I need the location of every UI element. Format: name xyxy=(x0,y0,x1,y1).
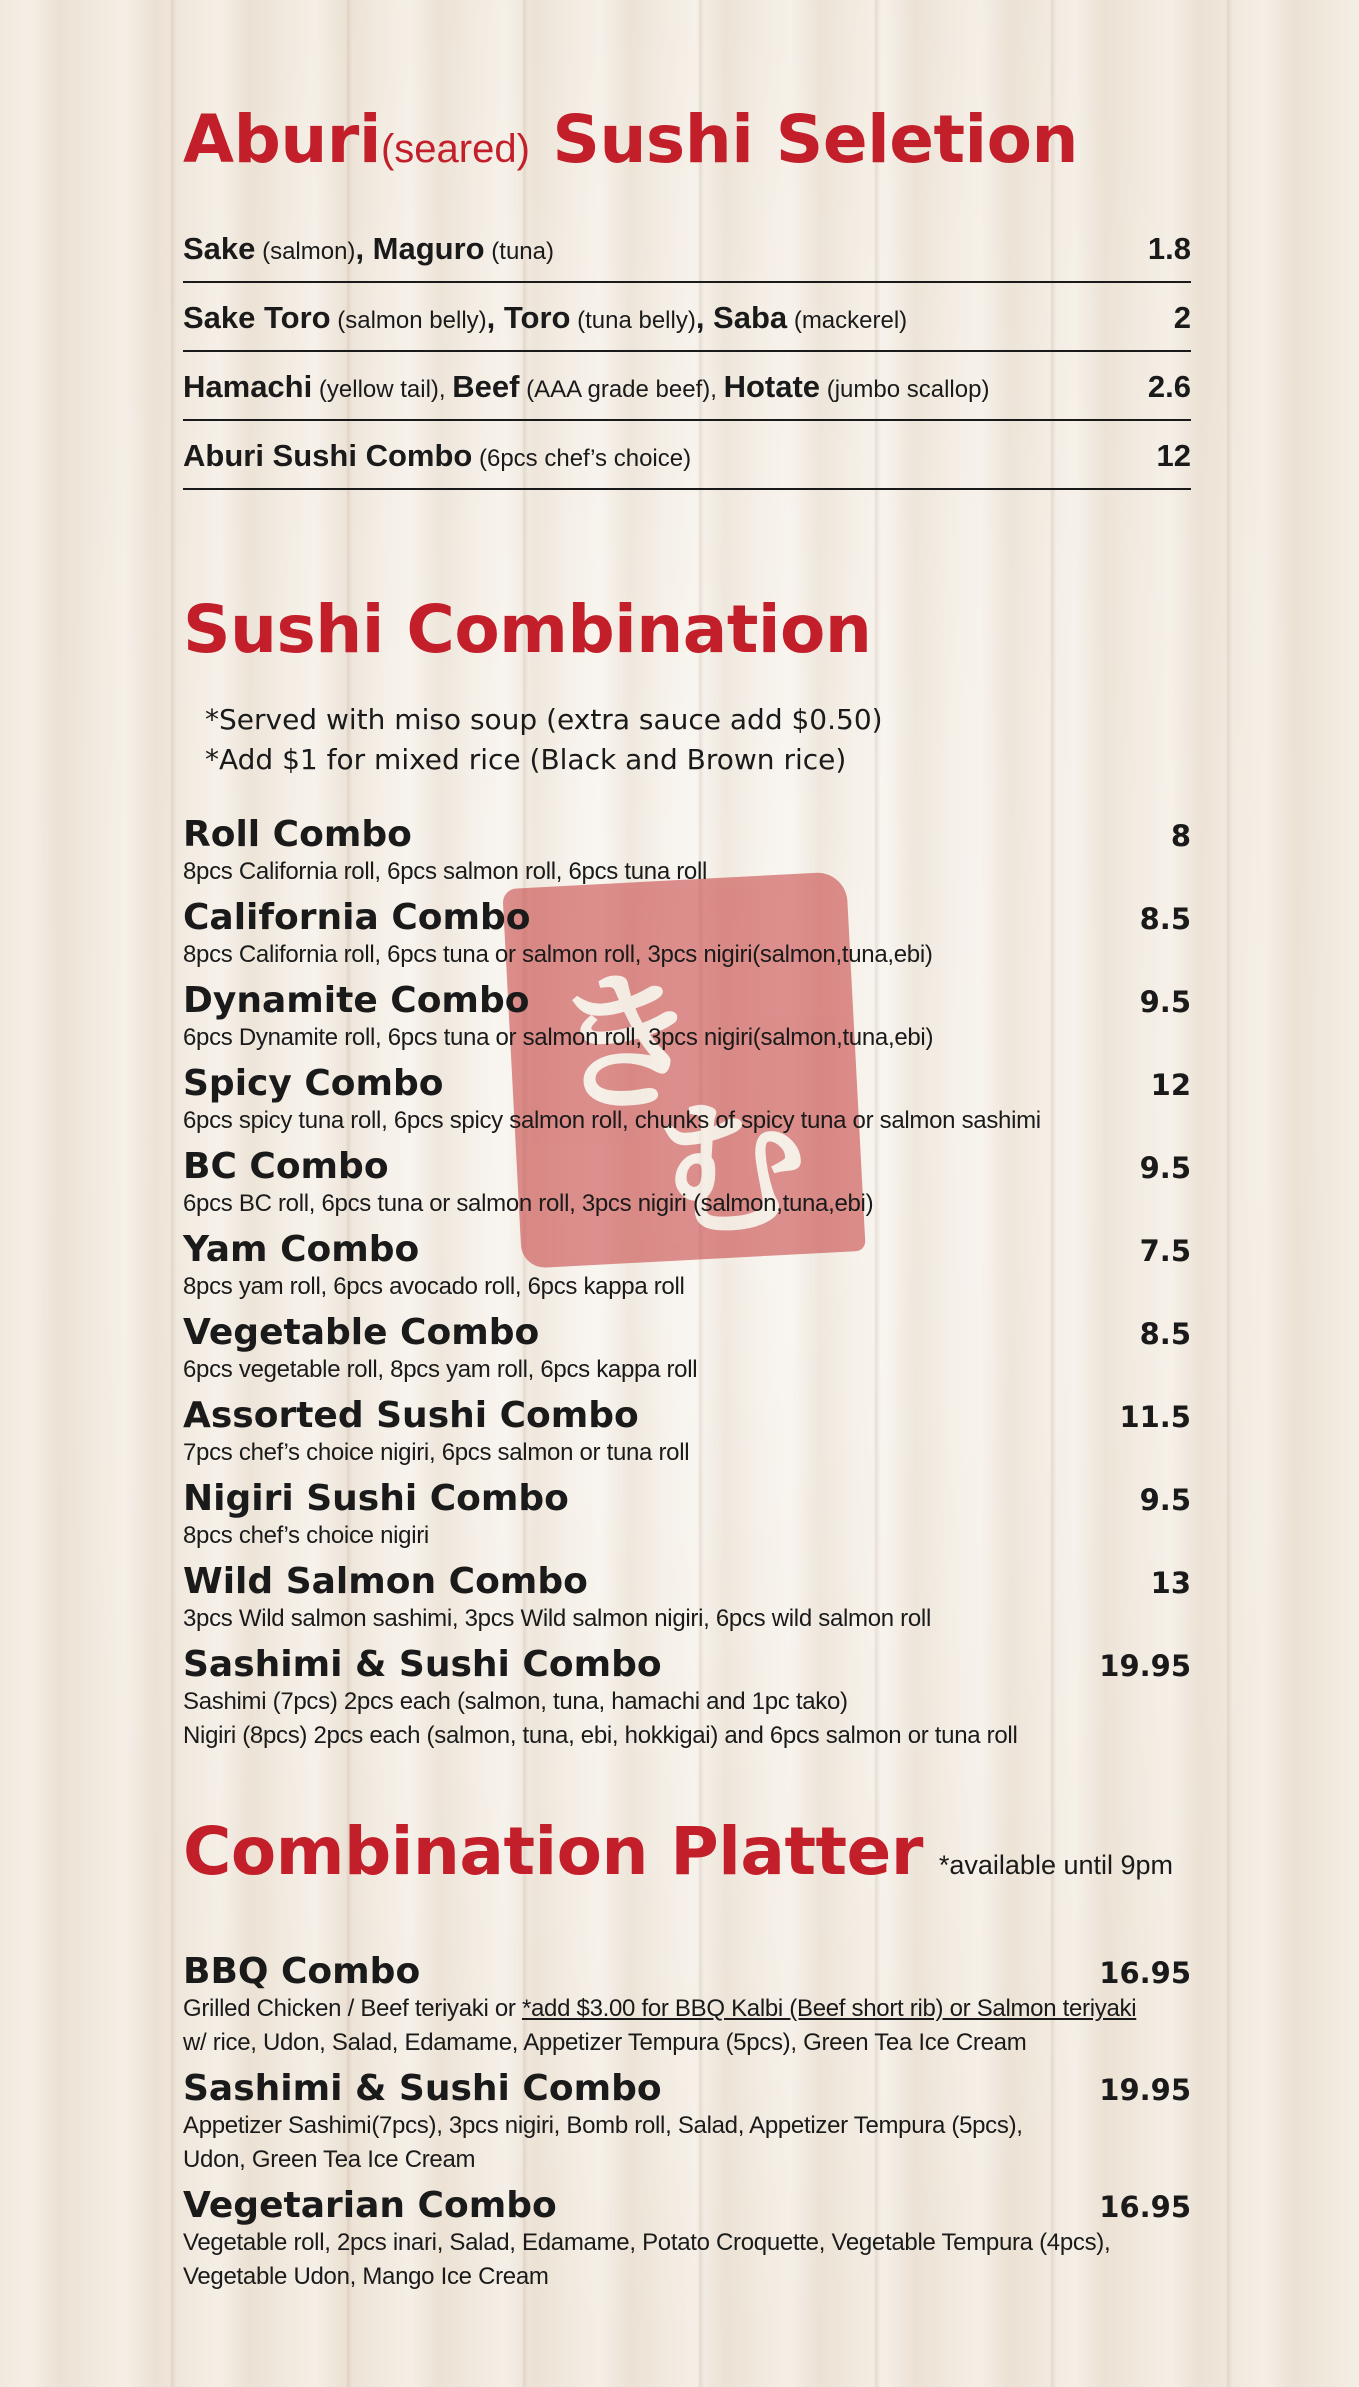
item-name: BBQ Combo xyxy=(183,1951,421,1992)
combo-item xyxy=(183,1645,1191,1753)
price: 2 xyxy=(1173,300,1191,335)
item-price: 11.5 xyxy=(1119,1400,1191,1434)
item-price: 9.5 xyxy=(1139,1483,1191,1517)
aburi-row-4: Aburi Sushi Combo (6pcs chef’s choice) 12 xyxy=(183,422,1191,490)
item-name: Vegetable Combo xyxy=(183,1312,540,1353)
item-desc: Udon, Green Tea Ice Cream xyxy=(183,2146,476,2173)
combo-item xyxy=(183,1479,1191,1553)
item-desc: 6pcs BC roll, 6pcs tuna or salmon roll, 3pcs nigiri (salmon,tuna,ebi) xyxy=(183,1190,874,1217)
combo-item xyxy=(183,1230,1191,1304)
item-name: Yam Combo xyxy=(183,1229,420,1270)
aburi-row-1: Sake (salmon), Maguro (tuna) 1.8 xyxy=(183,215,1191,283)
item-price: 19.95 xyxy=(1099,2073,1191,2107)
item-desc: 7pcs chef’s choice nigiri, 6pcs salmon or tuna roll xyxy=(183,1439,690,1466)
aburi-row-3: Hamachi (yellow tail), Beef (AAA grade beef), Hotate (jumbo scallop) 2.6 xyxy=(183,353,1191,421)
item-name: Nigiri Sushi Combo xyxy=(183,1478,569,1519)
price: 12 xyxy=(1156,438,1191,473)
price: 2.6 xyxy=(1147,369,1191,404)
item-desc: w/ rice, Udon, Salad, Edamame, Appetizer Tempura (5pcs), Green Tea Ice Cream xyxy=(183,2029,1027,2056)
item-desc: Sashimi (7pcs) 2pcs each (salmon, tuna, hamachi and 1pc tako) xyxy=(183,1688,848,1715)
aburi-title: Aburi(seared) Sushi Seletion xyxy=(183,101,1078,178)
item-price: 16.95 xyxy=(1099,1956,1191,1990)
platter-item xyxy=(183,2186,1191,2294)
item-desc: 8pcs chef’s choice nigiri xyxy=(183,1522,429,1549)
item-name: Roll Combo xyxy=(183,814,412,855)
item-name: Assorted Sushi Combo xyxy=(183,1395,639,1436)
platter-item xyxy=(183,1952,1191,2060)
combo-item xyxy=(183,1562,1191,1636)
combo-item xyxy=(183,981,1191,1055)
item-desc: 6pcs vegetable roll, 8pcs yam roll, 6pcs kappa roll xyxy=(183,1356,698,1383)
availability-note: *available until 9pm xyxy=(938,1850,1174,1880)
item-name: Spicy Combo xyxy=(183,1063,444,1104)
item-name: BC Combo xyxy=(183,1146,389,1187)
item-price: 9.5 xyxy=(1139,985,1191,1019)
combo-item xyxy=(183,1396,1191,1470)
sushi-combination-title: Sushi Combination xyxy=(183,591,872,668)
aburi-row-2: Sake Toro (salmon belly), Toro (tuna belly), Saba (mackerel) 2 xyxy=(183,284,1191,352)
item-desc: 3pcs Wild salmon sashimi, 3pcs Wild salmon nigiri, 6pcs wild salmon roll xyxy=(183,1605,931,1632)
item-name: Sashimi & Sushi Combo xyxy=(183,2068,662,2109)
combo-item xyxy=(183,1147,1191,1221)
sushi-combination-notes xyxy=(205,700,883,780)
price: 1.8 xyxy=(1147,231,1191,266)
item-desc: Nigiri (8pcs) 2pcs each (salmon, tuna, ebi, hokkigai) and 6pcs salmon or tuna roll xyxy=(183,1722,1018,1749)
combo-item xyxy=(183,898,1191,972)
note-line: *Served with miso soup (extra sauce add $0.50) xyxy=(205,703,883,736)
combo-item xyxy=(183,1064,1191,1138)
item-price: 8.5 xyxy=(1139,1317,1191,1351)
item-price: 16.95 xyxy=(1099,2190,1191,2224)
item-name: California Combo xyxy=(183,897,531,938)
item-price: 7.5 xyxy=(1139,1234,1191,1268)
item-price: 13 xyxy=(1150,1566,1191,1600)
note-line: *Add $1 for mixed rice (Black and Brown rice) xyxy=(205,743,847,776)
item-desc: 6pcs spicy tuna roll, 6pcs spicy salmon roll, chunks of spicy tuna or salmon sashimi xyxy=(183,1107,1041,1134)
item-desc: Vegetable Udon, Mango Ice Cream xyxy=(183,2263,549,2290)
logo-stamp: き む xyxy=(502,871,865,1268)
item-price: 19.95 xyxy=(1099,1649,1191,1683)
combination-platter-title: Combination Platter *available until 9pm xyxy=(183,1813,1174,1890)
item-name: Wild Salmon Combo xyxy=(183,1561,588,1602)
item-price: 8 xyxy=(1170,819,1191,853)
item-desc: 8pcs California roll, 6pcs tuna or salmon roll, 3pcs nigiri(salmon,tuna,ebi) xyxy=(183,941,933,968)
item-name: Sashimi & Sushi Combo xyxy=(183,1644,662,1685)
item-name: Dynamite Combo xyxy=(183,980,530,1021)
item-desc: 8pcs yam roll, 6pcs avocado roll, 6pcs kappa roll xyxy=(183,1273,685,1300)
platter-item xyxy=(183,2069,1191,2177)
item-price: 12 xyxy=(1150,1068,1191,1102)
combo-item xyxy=(183,815,1191,889)
item-desc: 8pcs California roll, 6pcs salmon roll, 6pcs tuna roll xyxy=(183,858,708,885)
item-name: Vegetarian Combo xyxy=(183,2185,557,2226)
item-price: 9.5 xyxy=(1139,1151,1191,1185)
item-desc: Appetizer Sashimi(7pcs), 3pcs nigiri, Bomb roll, Salad, Appetizer Tempura (5pcs), xyxy=(183,2112,1023,2139)
item-desc: Grilled Chicken / Beef teriyaki or *add $3.00 for BBQ Kalbi (Beef short rib) or Salmon teriyaki xyxy=(183,1995,1137,2022)
item-desc: 6pcs Dynamite roll, 6pcs tuna or salmon roll, 3pcs nigiri(salmon,tuna,ebi) xyxy=(183,1024,934,1051)
item-price: 8.5 xyxy=(1139,902,1191,936)
combo-item xyxy=(183,1313,1191,1387)
item-desc: Vegetable roll, 2pcs inari, Salad, Edamame, Potato Croquette, Vegetable Tempura (4pcs), xyxy=(183,2229,1111,2256)
